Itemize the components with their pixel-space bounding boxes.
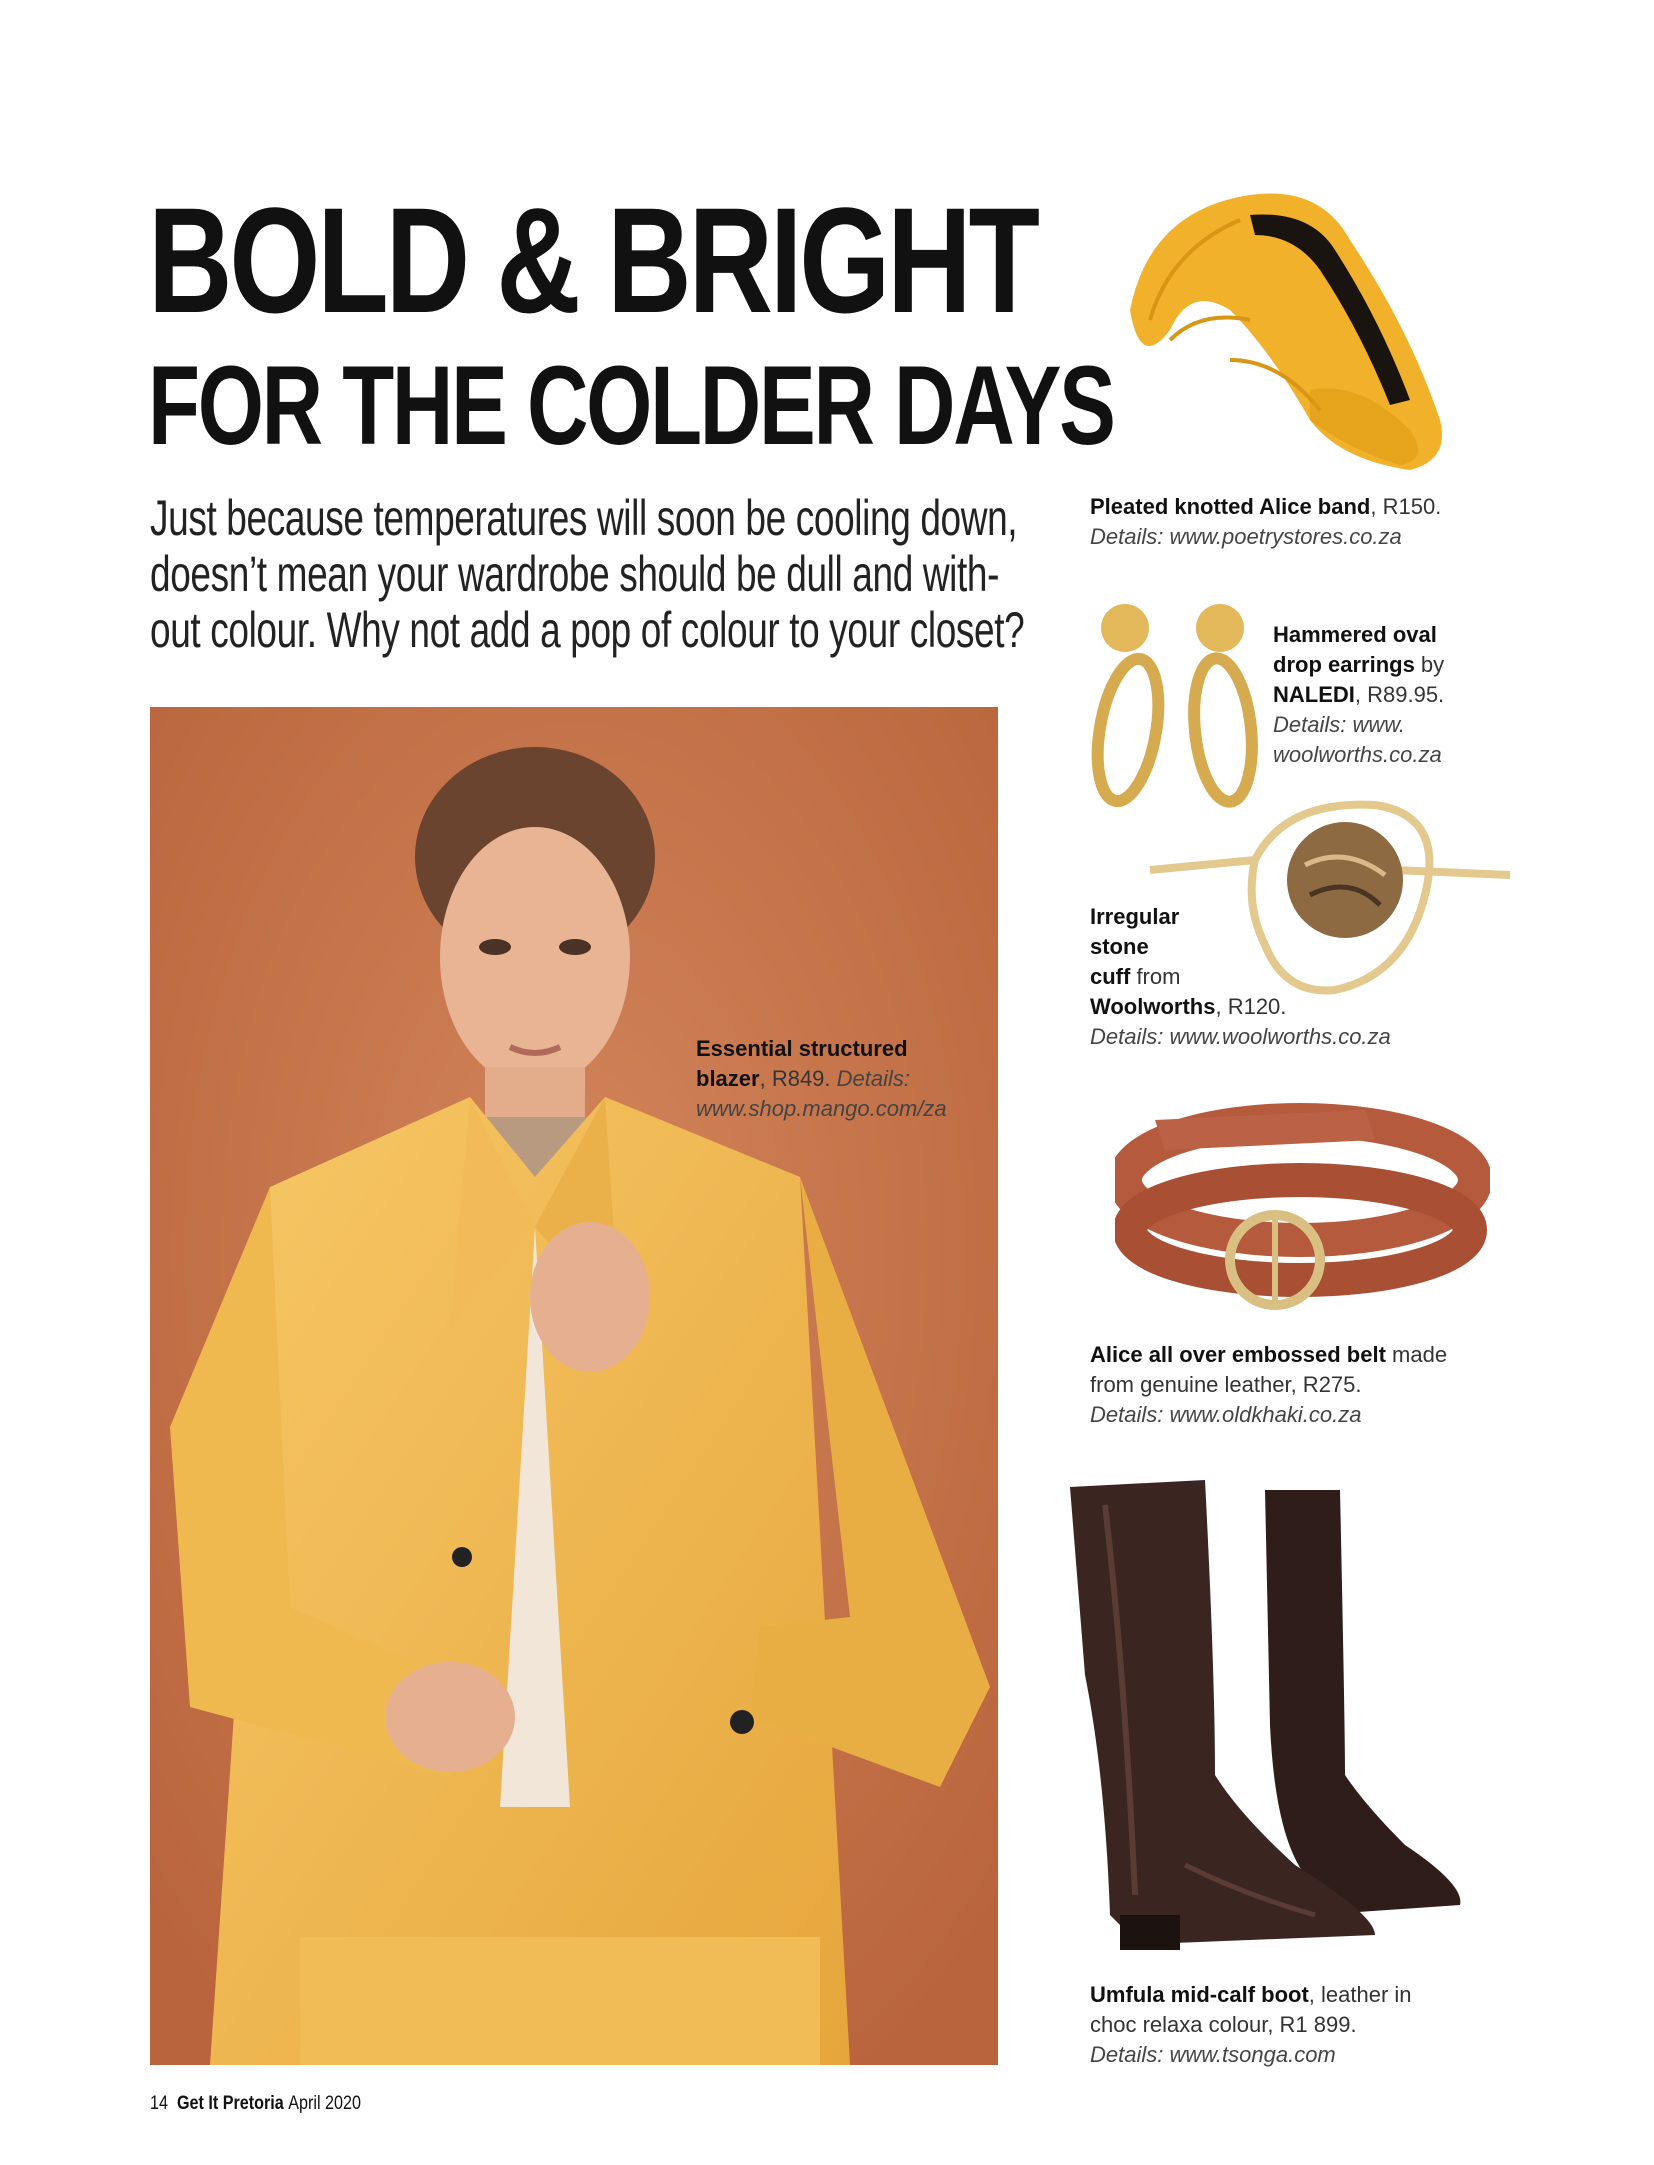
earrings-name-2: drop earrings [1273,652,1415,677]
cuff-from: from [1130,964,1181,989]
page-title: BOLD & BRIGHT [148,176,1037,344]
intro-text [150,490,1025,658]
boot-name: Umfula mid-calf boot [1090,1982,1309,2007]
intro-line-2: doesn’t mean your wardrobe should be dull and with- [150,546,1000,602]
headband-caption [1090,492,1610,552]
belt-rest-2: from genuine leather, R275. [1090,1372,1362,1397]
blazer-name-1: Essential structured [696,1036,908,1061]
intro-line-3: out colour. Why not add a pop of colour to your closet? [150,602,1025,658]
publication-name: Get It Pretoria [176,2093,284,2114]
model-illustration [150,707,998,2065]
boot-rest-1: , leather in [1308,1982,1412,2007]
page-number: 14 [150,2093,168,2114]
blazer-price: , R849. [759,1066,831,1091]
boot-rest-2: choc relaxa colour, R1 899. [1090,2012,1357,2037]
belt-caption [1090,1340,1610,1430]
earrings-caption [1273,620,1523,770]
earrings-name-1: Hammered oval [1273,622,1437,647]
blazer-name-2: blazer [696,1066,760,1091]
cuff-store: Woolworths [1090,994,1216,1019]
blazer-details-url: www.shop.mango.com/za [696,1096,947,1121]
blazer-caption [696,1034,996,1124]
belt-rest-1: made [1385,1342,1448,1367]
issue-date: April 2020 [288,2093,361,2114]
intro-line-1: Just because temperatures will soon be cooling down, [150,490,1018,546]
cuff-name-3: cuff [1090,964,1131,989]
page-subtitle: FOR THE COLDER DAYS [148,343,1114,468]
blazer-details-label: Details: [830,1066,911,1091]
headband-image [1110,190,1490,480]
model-photo [150,707,998,2065]
cuff-details: Details: www.woolworths.co.za [1090,1024,1391,1049]
cuff-caption [1090,902,1450,1052]
earrings-details-1: Details: www. [1273,712,1406,737]
headband-details: Details: www.poetrystores.co.za [1090,524,1402,549]
belt-name: Alice all over embossed belt [1090,1342,1386,1367]
earrings-details-2: woolworths.co.za [1273,742,1442,767]
earrings-by: by [1414,652,1445,677]
boot-details: Details: www.tsonga.com [1090,2042,1336,2067]
belt-details: Details: www.oldkhaki.co.za [1090,1402,1362,1427]
earrings-price: , R89.95. [1354,682,1445,707]
cuff-price: , R120. [1215,994,1287,1019]
belt-image [1115,1100,1490,1325]
headband-price: , R150. [1370,494,1442,519]
earrings-brand: NALEDI [1273,682,1355,707]
boot-caption [1090,1980,1610,2070]
headband-name: Pleated knotted Alice band [1090,494,1371,519]
cuff-name-2: stone [1090,934,1149,959]
page-footer [150,2093,361,2115]
cuff-name-1: Irregular [1090,904,1180,929]
boot-image [1065,1475,1485,1955]
earrings-image [1090,600,1270,815]
